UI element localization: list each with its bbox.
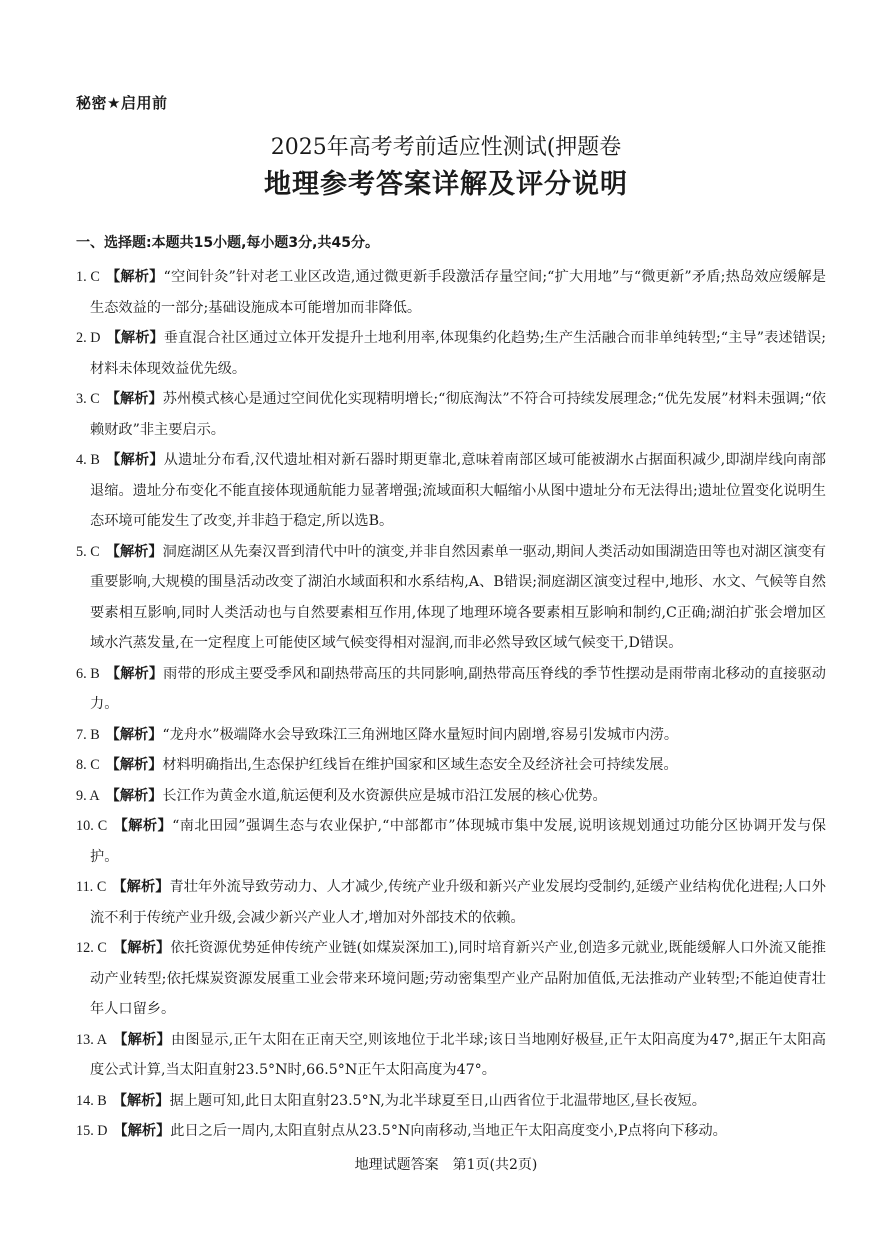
answer-text: 苏州模式核心是通过空间优化实现精明增长;“彻底淘汰”不符合可持续发展理念;“优先发展”材料未强调;“依赖财政”非主要启示。	[90, 391, 826, 438]
analysis-tag: 【解析】	[105, 452, 164, 468]
answer-item	[76, 933, 826, 1025]
answer-number: 14. B	[76, 1092, 107, 1109]
answer-text: 青壮年外流导致劳动力、人才减少,传统产业升级和新兴产业发展均受制约,延缓产业结构优化进程;人口外流不利于传统产业升级,会减少新兴产业人才,增加对外部技术的依赖。	[90, 879, 826, 926]
answer-text: 由图显示,正午太阳在正南天空,则该地位于北半球;该日当地刚好极昼,正午太阳高度为47°,据正午太阳高度公式计算,当太阳直射23.5°N时,66.5°N正午太阳高度为47°。	[90, 1031, 826, 1078]
answer-text: “龙舟水”极端降水会导致珠江三角洲地区降水量短时间内剧增,容易引发城市内涝。	[162, 726, 679, 743]
confidential-label: 秘密★启用前	[76, 94, 168, 112]
answer-number: 9. A	[76, 787, 100, 804]
page-footer: 地理试题答案 第1页(共2页)	[354, 1157, 538, 1173]
analysis-tag: 【解析】	[105, 787, 163, 804]
answer-item	[76, 750, 826, 781]
answer-number: 8. C	[76, 757, 100, 773]
answer-text: 从遗址分布看,汉代遗址相对新石器时期更靠北,意味着南部区域可能被湖水占据面积减少,即湖岸线向南部退缩。遗址分布变化不能直接体现通航能力显著增强;流域面积大幅缩小从图中遗址分布无法得出;遗址位置变化说明生态环境可能发生了改变,并非趋于稳定,所以选B。	[90, 452, 826, 529]
answer-text: 垂直混合社区通过立体开发提升土地利用率,体现集约化趋势;生产生活融合而非单纯转型;“主导”表述错误;材料未体现效益优先级。	[90, 330, 826, 377]
document-title: 地理参考答案详解及评分说明	[264, 169, 628, 200]
answer-text: 此日之后一周内,太阳直射点从23.5°N向南移动,当地正午太阳高度变小,P点将向下移动。	[170, 1123, 727, 1139]
analysis-tag: 【解析】	[113, 1031, 171, 1048]
answer-text: 据上题可知,此日太阳直射23.5°N,为北半球夏至日,山西省位于北温带地区,昼长夜短。	[169, 1092, 706, 1109]
answer-item	[76, 384, 826, 445]
answer-item	[76, 811, 826, 872]
answer-item	[76, 720, 826, 751]
analysis-tag: 【解析】	[105, 543, 163, 560]
exam-title: 2025年高考考前适应性测试(押题卷	[270, 135, 622, 160]
analysis-tag: 【解析】	[105, 726, 163, 743]
answer-number: 10. C	[76, 818, 108, 834]
analysis-tag: 【解析】	[112, 940, 171, 956]
answer-item	[76, 872, 826, 933]
analysis-tag: 【解析】	[105, 391, 163, 407]
section-heading: 一、选择题:本题共15小题,每小题3分,共45分。	[76, 235, 379, 251]
answer-item	[76, 659, 826, 720]
analysis-tag: 【解析】	[113, 818, 173, 834]
analysis-tag: 【解析】	[105, 665, 164, 682]
answer-text: 依托资源优势延伸传统产业链(如煤炭深加工),同时培育新兴产业,创造多元就业,既能缓解人口外流又能推动产业转型;依托煤炭资源发展重工业会带来环境问题;劳动密集型产业产品附加值低,无法推动产业转型;不能迫使青壮年人口留乡。	[90, 940, 826, 1017]
answer-item	[76, 1116, 826, 1147]
analysis-tag: 【解析】	[112, 1092, 170, 1109]
answer-item	[76, 781, 826, 812]
analysis-tag: 【解析】	[112, 879, 170, 895]
answer-number: 1. C	[76, 269, 100, 285]
answer-text: 材料明确指出,生态保护红线旨在维护国家和区域生态安全及经济社会可持续发展。	[162, 757, 678, 773]
analysis-tag: 【解析】	[106, 330, 164, 346]
answer-text: 长江作为黄金水道,航运便利及水资源供应是城市沿江发展的核心优势。	[162, 787, 607, 804]
answer-number: 6. B	[76, 665, 100, 682]
answer-text: 洞庭湖区从先秦汉晋到清代中叶的演变,并非自然因素单一驱动,期间人类活动如围湖造田等也对湖区演变有重要影响,大规模的围垦活动改变了湖泊水域面积和水系结构,A、B错误;洞庭湖区演变过程中,地形、水文、气候等自然要素相互影响,同时人类活动也与自然要素相互作用,体现了地理环境各要素相互影响和制约,C正确;湖泊扩张会增加区域水汽蒸发量,在一定程度上可能使区域气候变得相对湿润,而非必然导致区域气候变干,D错误。	[90, 543, 826, 651]
answer-number: 3. C	[76, 391, 100, 407]
answer-list	[76, 262, 826, 1147]
answer-number: 2. D	[76, 330, 101, 346]
analysis-tag: 【解析】	[113, 1123, 171, 1139]
answer-item	[76, 445, 826, 537]
answer-number: 12. C	[76, 940, 107, 956]
answer-number: 15. D	[76, 1123, 108, 1139]
answer-item	[76, 262, 826, 323]
answer-number: 13. A	[76, 1031, 107, 1048]
answer-text: “南北田园”强调生态与农业保护,“中部都市”体现城市集中发展,说明该规划通过功能分区协调开发与保护。	[90, 818, 826, 865]
answer-item	[76, 1086, 826, 1117]
answer-item	[76, 323, 826, 384]
answer-number: 11. C	[76, 879, 107, 895]
answer-text: 雨带的形成主要受季风和副热带高压的共同影响,副热带高压脊线的季节性摆动是雨带南北移动的直接驱动力。	[90, 665, 826, 712]
answer-number: 7. B	[76, 726, 100, 743]
answer-number: 4. B	[76, 452, 100, 468]
answer-item	[76, 1025, 826, 1086]
analysis-tag: 【解析】	[105, 757, 163, 773]
analysis-tag: 【解析】	[105, 269, 164, 285]
answer-item	[76, 537, 826, 659]
answer-number: 5. C	[76, 543, 100, 560]
answer-text: “空间针灸”针对老工业区改造,通过微更新手段激活存量空间;“扩大用地”与“微更新”矛盾;热岛效应缓解是生态效益的一部分;基础设施成本可能增加而非降低。	[90, 269, 826, 316]
